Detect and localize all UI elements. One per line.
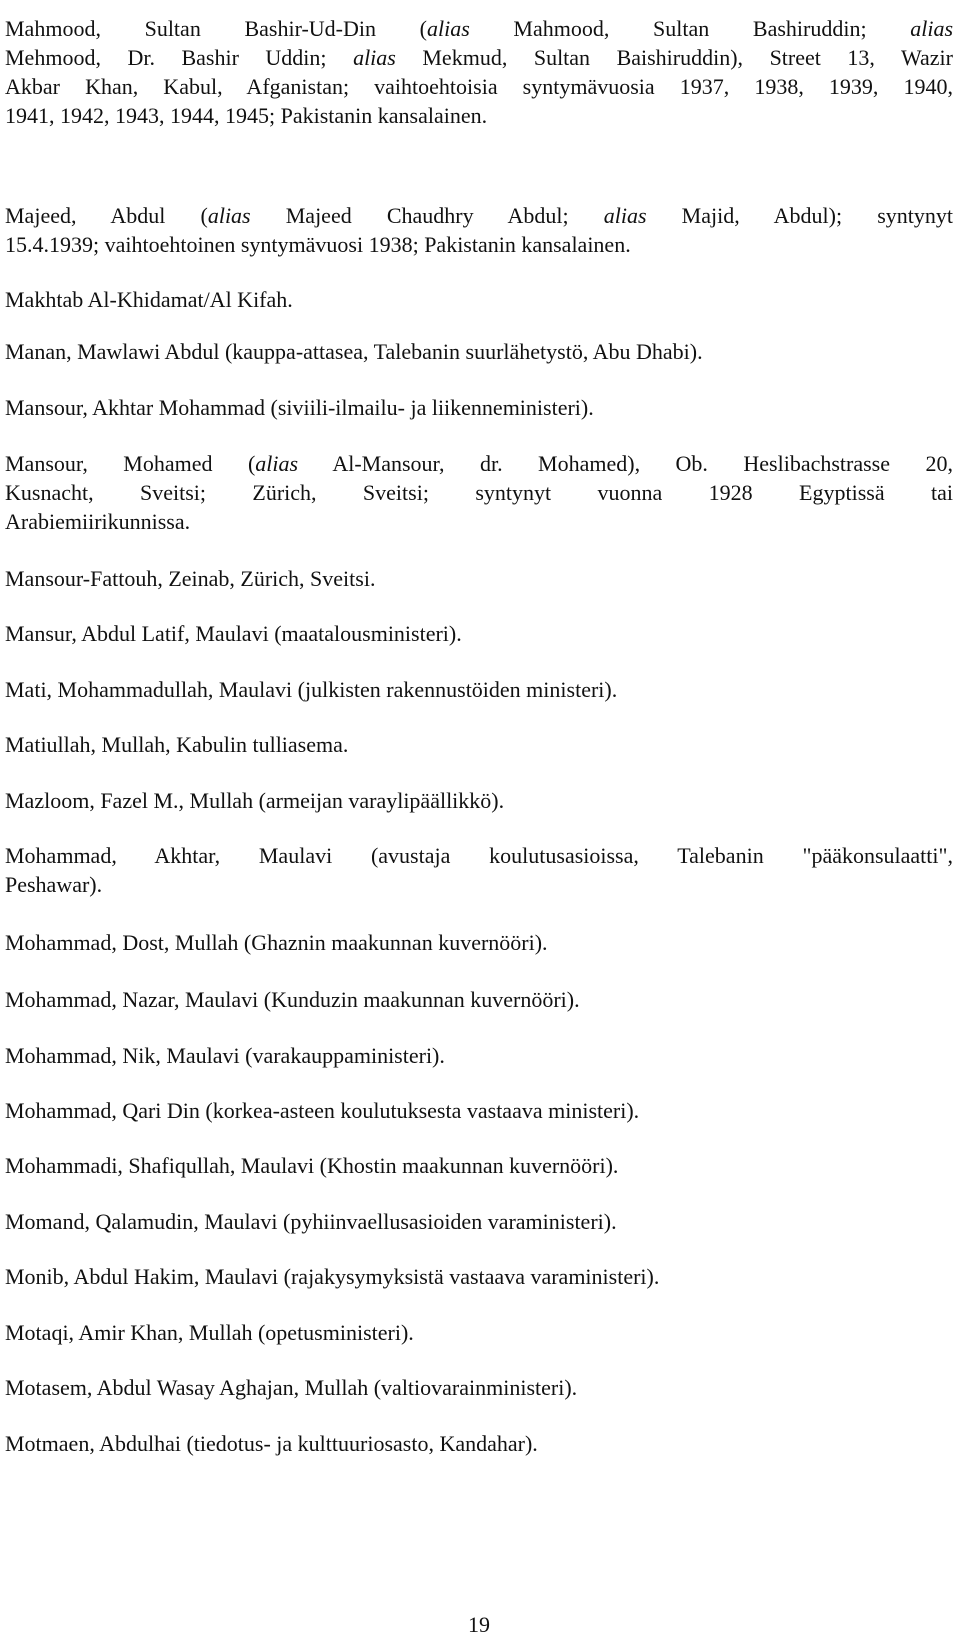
entry-text: Mekmud, Sultan Baishiruddin), Street 13, Wazir xyxy=(395,45,953,70)
entry-text: Majid, Abdul); syntynyt xyxy=(646,203,953,228)
entry-line xyxy=(5,870,953,899)
list-entry xyxy=(5,14,953,130)
entry-line xyxy=(5,1151,953,1180)
entry-line xyxy=(5,449,953,478)
list-entry xyxy=(5,786,953,815)
list-entry xyxy=(5,985,953,1014)
entry-text: Mansur, Abdul Latif, Maulavi (maatalousministeri). xyxy=(5,621,462,646)
entry-text: Mansour-Fattouh, Zeinab, Zürich, Sveitsi. xyxy=(5,566,376,591)
entry-text: Mohammad, Qari Din (korkea-asteen koulutuksesta vastaava ministeri). xyxy=(5,1098,640,1123)
list-entry xyxy=(5,1318,953,1347)
entry-line xyxy=(5,507,953,536)
entry-text: Mohammad, Nazar, Maulavi (Kunduzin maakunnan kuvernööri). xyxy=(5,987,580,1012)
entry-line xyxy=(5,730,953,759)
list-entry xyxy=(5,1207,953,1236)
entry-line xyxy=(5,201,953,230)
entry-text: 1941, 1942, 1943, 1944, 1945; Pakistanin kansalainen. xyxy=(5,103,488,128)
entry-line xyxy=(5,1207,953,1236)
document-page xyxy=(5,0,953,1649)
list-entry xyxy=(5,928,953,957)
entry-text: Mohammad, Dost, Mullah (Ghaznin maakunnan kuvernööri). xyxy=(5,930,548,955)
entry-text: Mohammad, Akhtar, Maulavi (avustaja koulutusasioissa, Talebanin "pääkonsulaatti", xyxy=(5,843,953,868)
entry-line xyxy=(5,619,953,648)
entry-line xyxy=(5,928,953,957)
entry-text: Makhtab Al-Khidamat/Al Kifah. xyxy=(5,287,293,312)
list-entry xyxy=(5,841,953,899)
entry-line xyxy=(5,230,953,259)
entry-text: Akbar Khan, Kabul, Afganistan; vaihtoehtoisia syntymävuosia 1937, 1938, 1939, 1940, xyxy=(5,74,953,99)
list-entry xyxy=(5,393,953,422)
list-entry xyxy=(5,564,953,593)
entry-line xyxy=(5,1318,953,1347)
entry-line xyxy=(5,564,953,593)
entry-line xyxy=(5,393,953,422)
entry-text: Arabiemiirikunnissa. xyxy=(5,509,191,534)
entry-text: Mahmood, Sultan Bashir-Ud-Din ( xyxy=(5,16,427,41)
list-entry xyxy=(5,675,953,704)
list-entry xyxy=(5,201,953,259)
entry-text: Majeed Chaudhry Abdul; xyxy=(250,203,604,228)
entry-text: Mehmood, Dr. Bashir Uddin; xyxy=(5,45,354,70)
entry-line xyxy=(5,337,953,366)
alias-label: alias xyxy=(207,203,251,228)
entry-text: Mansour, Mohamed ( xyxy=(5,451,256,476)
entry-line xyxy=(5,985,953,1014)
list-entry xyxy=(5,285,953,314)
entry-line xyxy=(5,841,953,870)
entry-line xyxy=(5,786,953,815)
entry-text: Mansour, Akhtar Mohammad (siviili-ilmailu- ja liikenneministeri). xyxy=(5,395,594,420)
entry-text: Mati, Mohammadullah, Maulavi (julkisten rakennustöiden ministeri). xyxy=(5,677,618,702)
list-entry xyxy=(5,1262,953,1291)
entry-line xyxy=(5,1041,953,1070)
list-entry xyxy=(5,1041,953,1070)
entry-text: Manan, Mawlawi Abdul (kauppa-attasea, Talebanin suurlähetystö, Abu Dhabi). xyxy=(5,339,703,364)
entry-text: Motasem, Abdul Wasay Aghajan, Mullah (valtiovarainministeri). xyxy=(5,1375,578,1400)
entry-line xyxy=(5,1262,953,1291)
entry-line xyxy=(5,675,953,704)
entry-text: Kusnacht, Sveitsi; Zürich, Sveitsi; syntynyt vuonna 1928 Egyptissä tai xyxy=(5,480,953,505)
entry-text: Matiullah, Mullah, Kabulin tulliasema. xyxy=(5,732,349,757)
entry-line xyxy=(5,1429,953,1458)
list-entry xyxy=(5,1151,953,1180)
list-entry xyxy=(5,1096,953,1125)
entry-text: Momand, Qalamudin, Maulavi (pyhiinvaellusasioiden varaministeri). xyxy=(5,1209,617,1234)
entry-text: Monib, Abdul Hakim, Maulavi (rajakysymyksistä vastaava varaministeri). xyxy=(5,1264,660,1289)
list-entry xyxy=(5,449,953,536)
list-entry xyxy=(5,730,953,759)
entry-text: Al-Mansour, dr. Mohamed), Ob. Heslibachstrasse 20, xyxy=(298,451,953,476)
page-number: 19 xyxy=(468,1612,490,1637)
entry-text: 15.4.1939; vaihtoehtoinen syntymävuosi 1938; Pakistanin kansalainen. xyxy=(5,232,631,257)
entry-line xyxy=(5,478,953,507)
list-entry xyxy=(5,619,953,648)
list-entry xyxy=(5,1429,953,1458)
entry-text: Mazloom, Fazel M., Mullah (armeijan varaylipäällikkö). xyxy=(5,788,505,813)
entry-line xyxy=(5,285,953,314)
entry-line xyxy=(5,14,953,43)
entry-text: Majeed, Abdul ( xyxy=(5,203,208,228)
entry-text: Mohammad, Nik, Maulavi (varakauppaministeri). xyxy=(5,1043,445,1068)
entry-line xyxy=(5,101,953,130)
entry-line xyxy=(5,1373,953,1402)
entry-text: Mahmood, Sultan Bashiruddin; xyxy=(469,16,911,41)
entry-line xyxy=(5,72,953,101)
alias-label: alias xyxy=(255,451,299,476)
alias-label: alias xyxy=(426,16,470,41)
alias-label: alias xyxy=(910,16,954,41)
list-entry xyxy=(5,1373,953,1402)
alias-label: alias xyxy=(353,45,396,70)
entry-line xyxy=(5,1096,953,1125)
entry-text: Motaqi, Amir Khan, Mullah (opetusministeri). xyxy=(5,1320,414,1345)
entry-text: Peshawar). xyxy=(5,872,103,897)
alias-label: alias xyxy=(603,203,647,228)
entry-text: Mohammadi, Shafiqullah, Maulavi (Khostin maakunnan kuvernööri). xyxy=(5,1153,619,1178)
list-entry xyxy=(5,337,953,366)
entry-text: Motmaen, Abdulhai (tiedotus- ja kulttuuriosasto, Kandahar). xyxy=(5,1431,538,1456)
entry-line xyxy=(5,43,953,72)
